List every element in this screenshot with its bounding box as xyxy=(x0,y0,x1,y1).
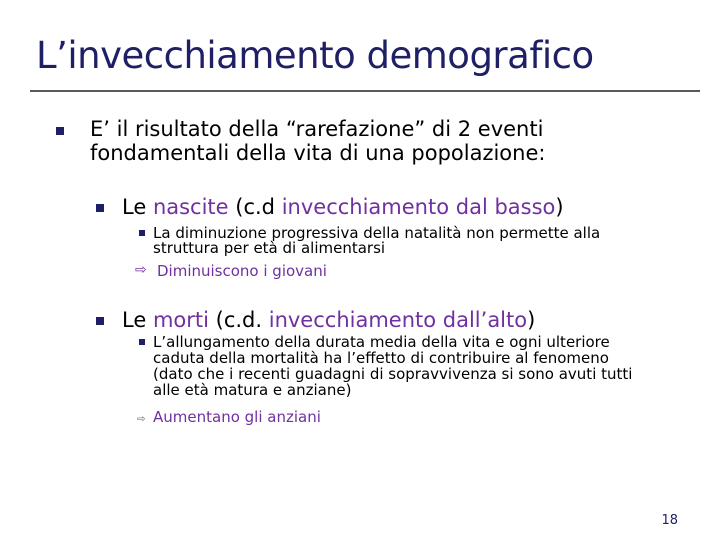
morti-conclusion: Aumentano gli anziani xyxy=(153,408,321,426)
arrow-right-icon: ⇨ xyxy=(135,262,147,278)
nascite-conclusion: Diminuiscono i giovani xyxy=(157,262,327,280)
main-point-line2: fondamentali della vita di una popolazione: xyxy=(90,141,546,165)
arrow-right-icon: ⇨ xyxy=(137,414,146,425)
morti-detail-line1: L’allungamento della durata media della vita e ogni ulteriore xyxy=(153,333,610,351)
morti-word: morti xyxy=(152,308,209,332)
main-point-line1: E’ il risultato della “rarefazione” di 2 eventi xyxy=(90,117,544,141)
nascite-mid: (c.d xyxy=(228,195,282,219)
nascite-detail-line2: struttura per età di alimentarsi xyxy=(153,239,386,257)
morti-detail-line3: (dato che i recenti guadagni di sopravvivenza si sono avuti tutti xyxy=(153,365,633,383)
title-divider xyxy=(30,90,700,92)
morti-detail-line2: caduta della mortalità ha l’effetto di contribuire al fenomeno xyxy=(153,349,609,367)
morti-tail: invecchiamento dall’alto xyxy=(268,308,528,332)
nascite-heading xyxy=(122,196,564,218)
nascite-detail-line1: La diminuzione progressiva della natalità non permette alla xyxy=(153,224,601,242)
nascite-tail: invecchiamento dal basso xyxy=(281,195,556,219)
nascite-word: nascite xyxy=(152,195,229,219)
morti-heading xyxy=(122,309,535,331)
bullet-marker xyxy=(56,127,64,135)
morti-mid: (c.d. xyxy=(208,308,269,332)
morti-prefix: Le xyxy=(122,308,153,332)
bullet-marker xyxy=(139,339,145,345)
nascite-prefix: Le xyxy=(122,195,153,219)
morti-end: ) xyxy=(527,308,536,332)
morti-detail-line4: alle età matura e anziane) xyxy=(153,381,352,399)
slide-title: L’invecchiamento demografico xyxy=(36,34,594,77)
bullet-marker xyxy=(96,317,104,325)
nascite-end: ) xyxy=(555,195,564,219)
bullet-marker xyxy=(139,230,145,236)
page-number: 18 xyxy=(661,513,678,528)
bullet-marker xyxy=(96,204,104,212)
